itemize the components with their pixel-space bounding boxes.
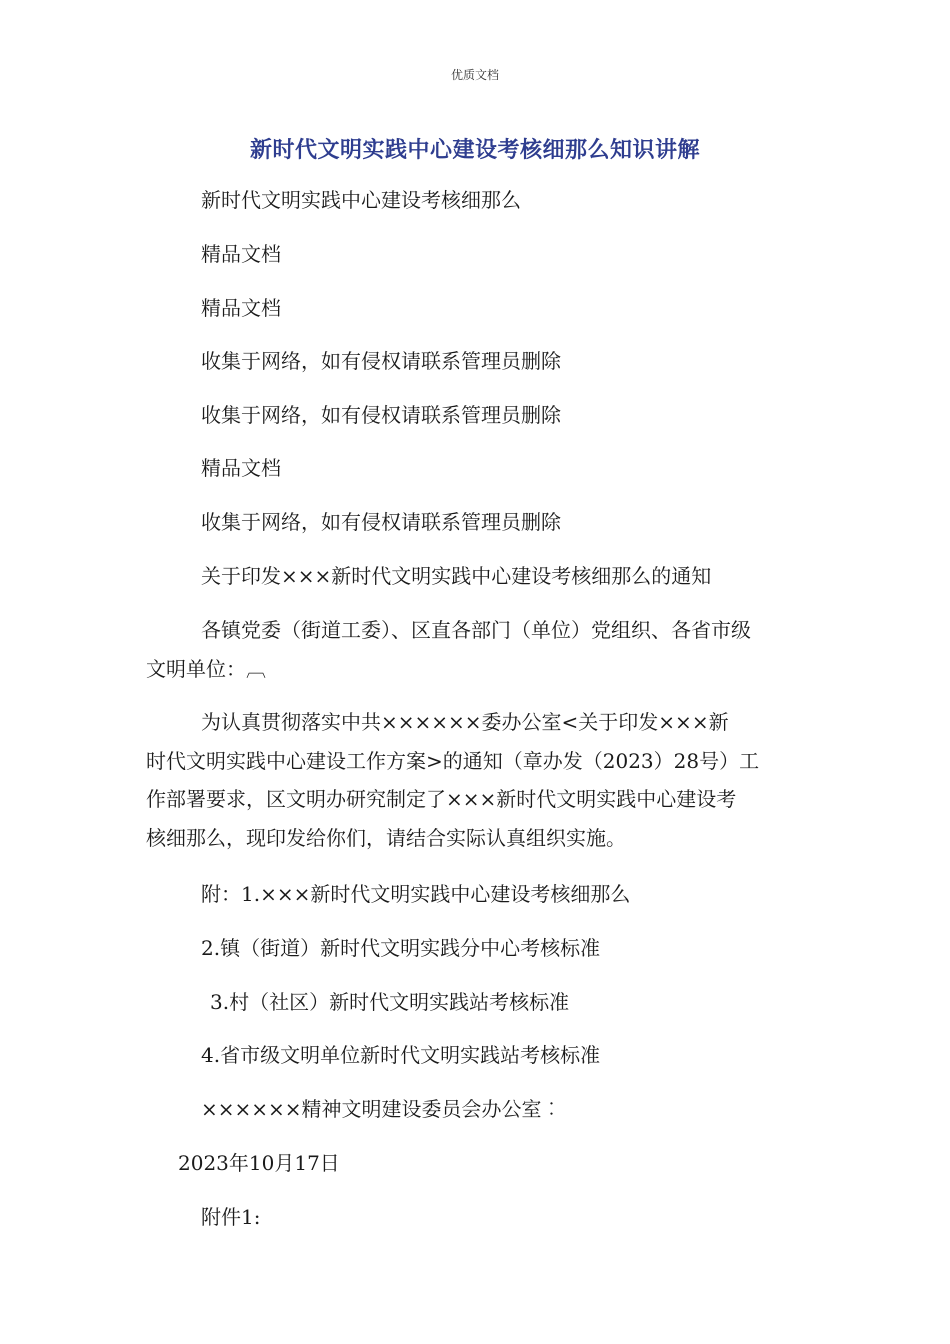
body-line: 作部署要求，区文明办研究制定了×××新时代文明实践中心建设考 <box>146 787 737 811</box>
paragraph-watermark: 精品文档 <box>201 242 281 266</box>
paragraph-watermark: 精品文档 <box>201 456 281 480</box>
paragraph-disclaimer: 收集于网络，如有侵权请联系管理员删除 <box>201 403 561 427</box>
attachment-item: 4.省市级文明单位新时代文明实践站考核标准 <box>201 1043 601 1067</box>
salutation-paragraph <box>146 611 806 688</box>
paragraph-disclaimer: 收集于网络，如有侵权请联系管理员删除 <box>201 349 561 373</box>
attachment-item: 2.镇（街道）新时代文明实践分中心考核标准 <box>201 936 601 960</box>
salutation-line: 各镇党委（街道工委）、区直各部门（单位）党组织、各省市级 <box>201 618 751 642</box>
body-line: 时代文明实践中心建设工作方案>的通知（章办发（2023）28号）工 <box>146 748 760 773</box>
attachment-item: 附：1.×××新时代文明实践中心建设考核细那么 <box>201 882 631 906</box>
page-header: 优质文档 <box>450 68 499 82</box>
appendix-label: 附件1: <box>201 1205 261 1229</box>
paragraph-watermark: 精品文档 <box>201 296 281 320</box>
notice-heading: 关于印发×××新时代文明实践中心建设考核细那么的通知 <box>201 564 712 588</box>
attachment-item: 3.村（社区）新时代文明实践站考核标准 <box>210 990 570 1014</box>
body-line: 核细那么，现印发给你们，请结合实际认真组织实施。 <box>146 825 626 850</box>
paragraph-subtitle: 新时代文明实践中心建设考核细那么 <box>201 188 521 212</box>
document-title: 新时代文明实践中心建设考核细那么知识讲解 <box>249 138 700 163</box>
salutation-line: 文明单位：︹ <box>146 656 266 681</box>
paragraph-disclaimer: 收集于网络，如有侵权请联系管理员删除 <box>201 510 561 534</box>
signature-date: 2023年10月17日 <box>178 1151 340 1175</box>
body-line: 为认真贯彻落实中共××××××委办公室<关于印发×××新 <box>201 710 729 734</box>
signature-org: ××××××精神文明建设委员会办公室︰ <box>201 1097 562 1121</box>
body-paragraph <box>146 703 806 857</box>
